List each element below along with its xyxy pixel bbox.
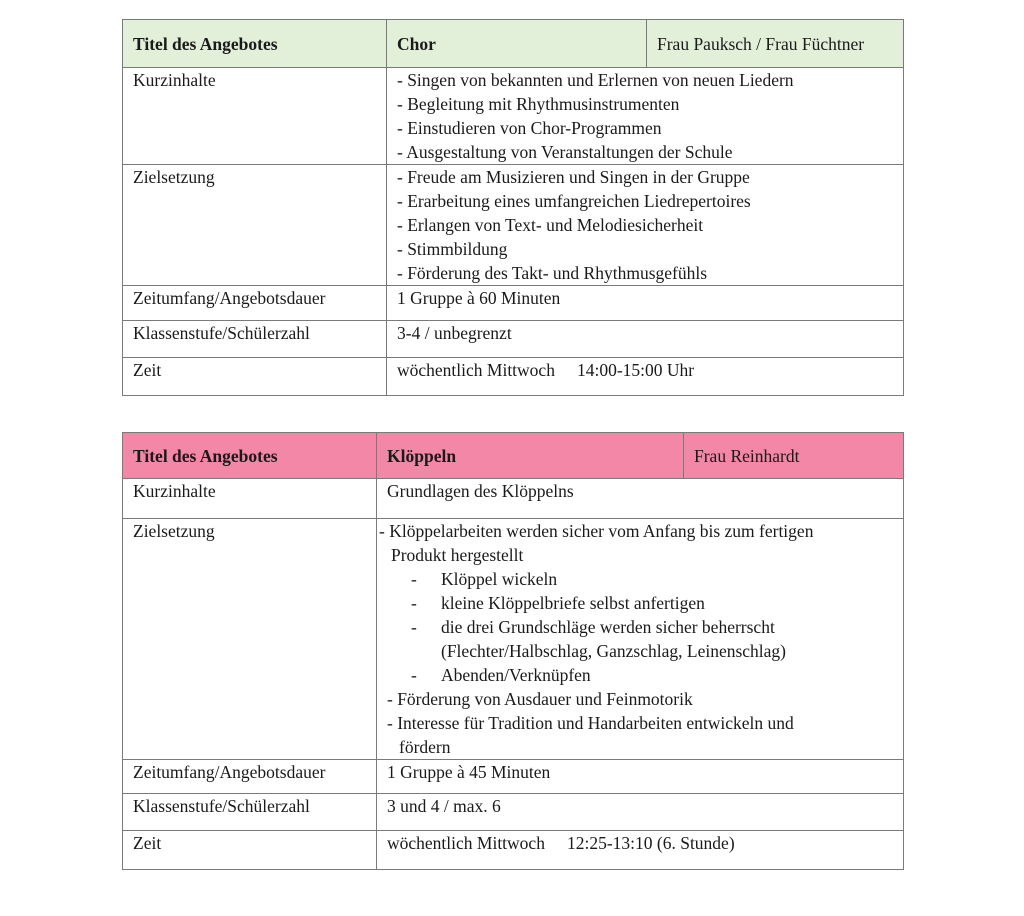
- list-item: - Förderung von Ausdauer und Feinmotorik: [387, 689, 693, 709]
- row-klassenstufe: [123, 794, 904, 831]
- sub-item: - Klöppel wickeln: [411, 569, 558, 589]
- row-value: [387, 165, 904, 286]
- list-item: - Interesse für Tradition und Handarbeiten entwickeln und: [387, 713, 794, 733]
- row-label: Zielsetzung: [123, 165, 387, 286]
- row-label: Zeitumfang/Angebotsdauer: [123, 286, 387, 321]
- header-label: Titel des Angebotes: [123, 433, 377, 479]
- row-label: Kurzinhalte: [123, 479, 377, 519]
- header-row: [123, 20, 904, 68]
- sub-item: - Abenden/Verknüpfen: [411, 665, 591, 685]
- weekday: wöchentlich Mittwoch: [397, 360, 555, 380]
- offer-table-chor: [122, 19, 904, 396]
- sub-item-continuation: (Flechter/Halbschlag, Ganzschlag, Leinenschlag): [441, 641, 787, 661]
- row-value: 1 Gruppe à 45 Minuten: [377, 760, 904, 794]
- sub-item-text: kleine Klöppelbriefe selbst anfertigen: [441, 593, 705, 613]
- time-range: 14:00-15:00 Uhr: [576, 360, 695, 380]
- list-item: - Singen von bekannten und Erlernen von neuen Liedern: [397, 70, 794, 90]
- row-zielsetzung: [123, 165, 904, 286]
- sub-item-text: Klöppel wickeln: [441, 569, 558, 589]
- row-value: [377, 519, 904, 760]
- list-item: - Stimmbildung: [397, 239, 508, 259]
- row-label: Klassenstufe/Schülerzahl: [123, 321, 387, 358]
- row-value: 3-4 / unbegrenzt: [387, 321, 904, 358]
- offer-title: Klöppeln: [377, 433, 684, 479]
- row-label: Klassenstufe/Schülerzahl: [123, 794, 377, 831]
- list-item: - Erlangen von Text- und Melodiesicherheit: [397, 215, 704, 235]
- row-label: Zeitumfang/Angebotsdauer: [123, 760, 377, 794]
- time-range: 12:25-13:10 (6. Stunde): [566, 833, 735, 853]
- list-item: - Förderung des Takt- und Rhythmusgefühls: [397, 263, 708, 283]
- row-label: Kurzinhalte: [123, 68, 387, 165]
- list-item: - Freude am Musizieren und Singen in der Gruppe: [397, 167, 750, 187]
- row-zielsetzung: [123, 519, 904, 760]
- offer-table-kloeppeln: [122, 432, 904, 870]
- list-item: - Erarbeitung eines umfangreichen Liedrepertoires: [397, 191, 751, 211]
- row-kurzinhalte: [123, 479, 904, 519]
- row-label: Zeit: [123, 358, 387, 396]
- row-value: [377, 831, 904, 870]
- row-value: 3 und 4 / max. 6: [377, 794, 904, 831]
- row-zeit: [123, 831, 904, 870]
- row-value: [387, 358, 904, 396]
- row-kurzinhalte: [123, 68, 904, 165]
- row-value: [387, 68, 904, 165]
- list-item-continuation: Produkt hergestellt: [391, 545, 524, 565]
- teacher-name: Frau Reinhardt: [684, 433, 904, 479]
- row-label: Zeit: [123, 831, 377, 870]
- header-row: [123, 433, 904, 479]
- sub-item-text: die drei Grundschläge werden sicher beherrscht: [441, 617, 775, 637]
- row-value: 1 Gruppe à 60 Minuten: [387, 286, 904, 321]
- row-value: Grundlagen des Klöppelns: [377, 479, 904, 519]
- header-label: Titel des Angebotes: [123, 20, 387, 68]
- list-item: - Begleitung mit Rhythmusinstrumenten: [397, 94, 680, 114]
- row-zeit: [123, 358, 904, 396]
- row-zeitumfang: [123, 286, 904, 321]
- row-label: Zielsetzung: [123, 519, 377, 760]
- sub-item: - kleine Klöppelbriefe selbst anfertigen: [411, 593, 705, 613]
- list-item-continuation: fördern: [399, 737, 451, 757]
- row-klassenstufe: [123, 321, 904, 358]
- row-zeitumfang: [123, 760, 904, 794]
- offer-title: Chor: [387, 20, 647, 68]
- sub-item-text: Abenden/Verknüpfen: [441, 665, 591, 685]
- list-item: - Klöppelarbeiten werden sicher vom Anfang bis zum fertigen: [379, 521, 814, 541]
- weekday: wöchentlich Mittwoch: [387, 833, 545, 853]
- list-item: - Ausgestaltung von Veranstaltungen der Schule: [397, 142, 733, 162]
- teacher-name: Frau Pauksch / Frau Füchtner: [647, 20, 904, 68]
- list-item: - Einstudieren von Chor-Programmen: [397, 118, 662, 138]
- sub-item: - die drei Grundschläge werden sicher beherrscht: [411, 617, 775, 637]
